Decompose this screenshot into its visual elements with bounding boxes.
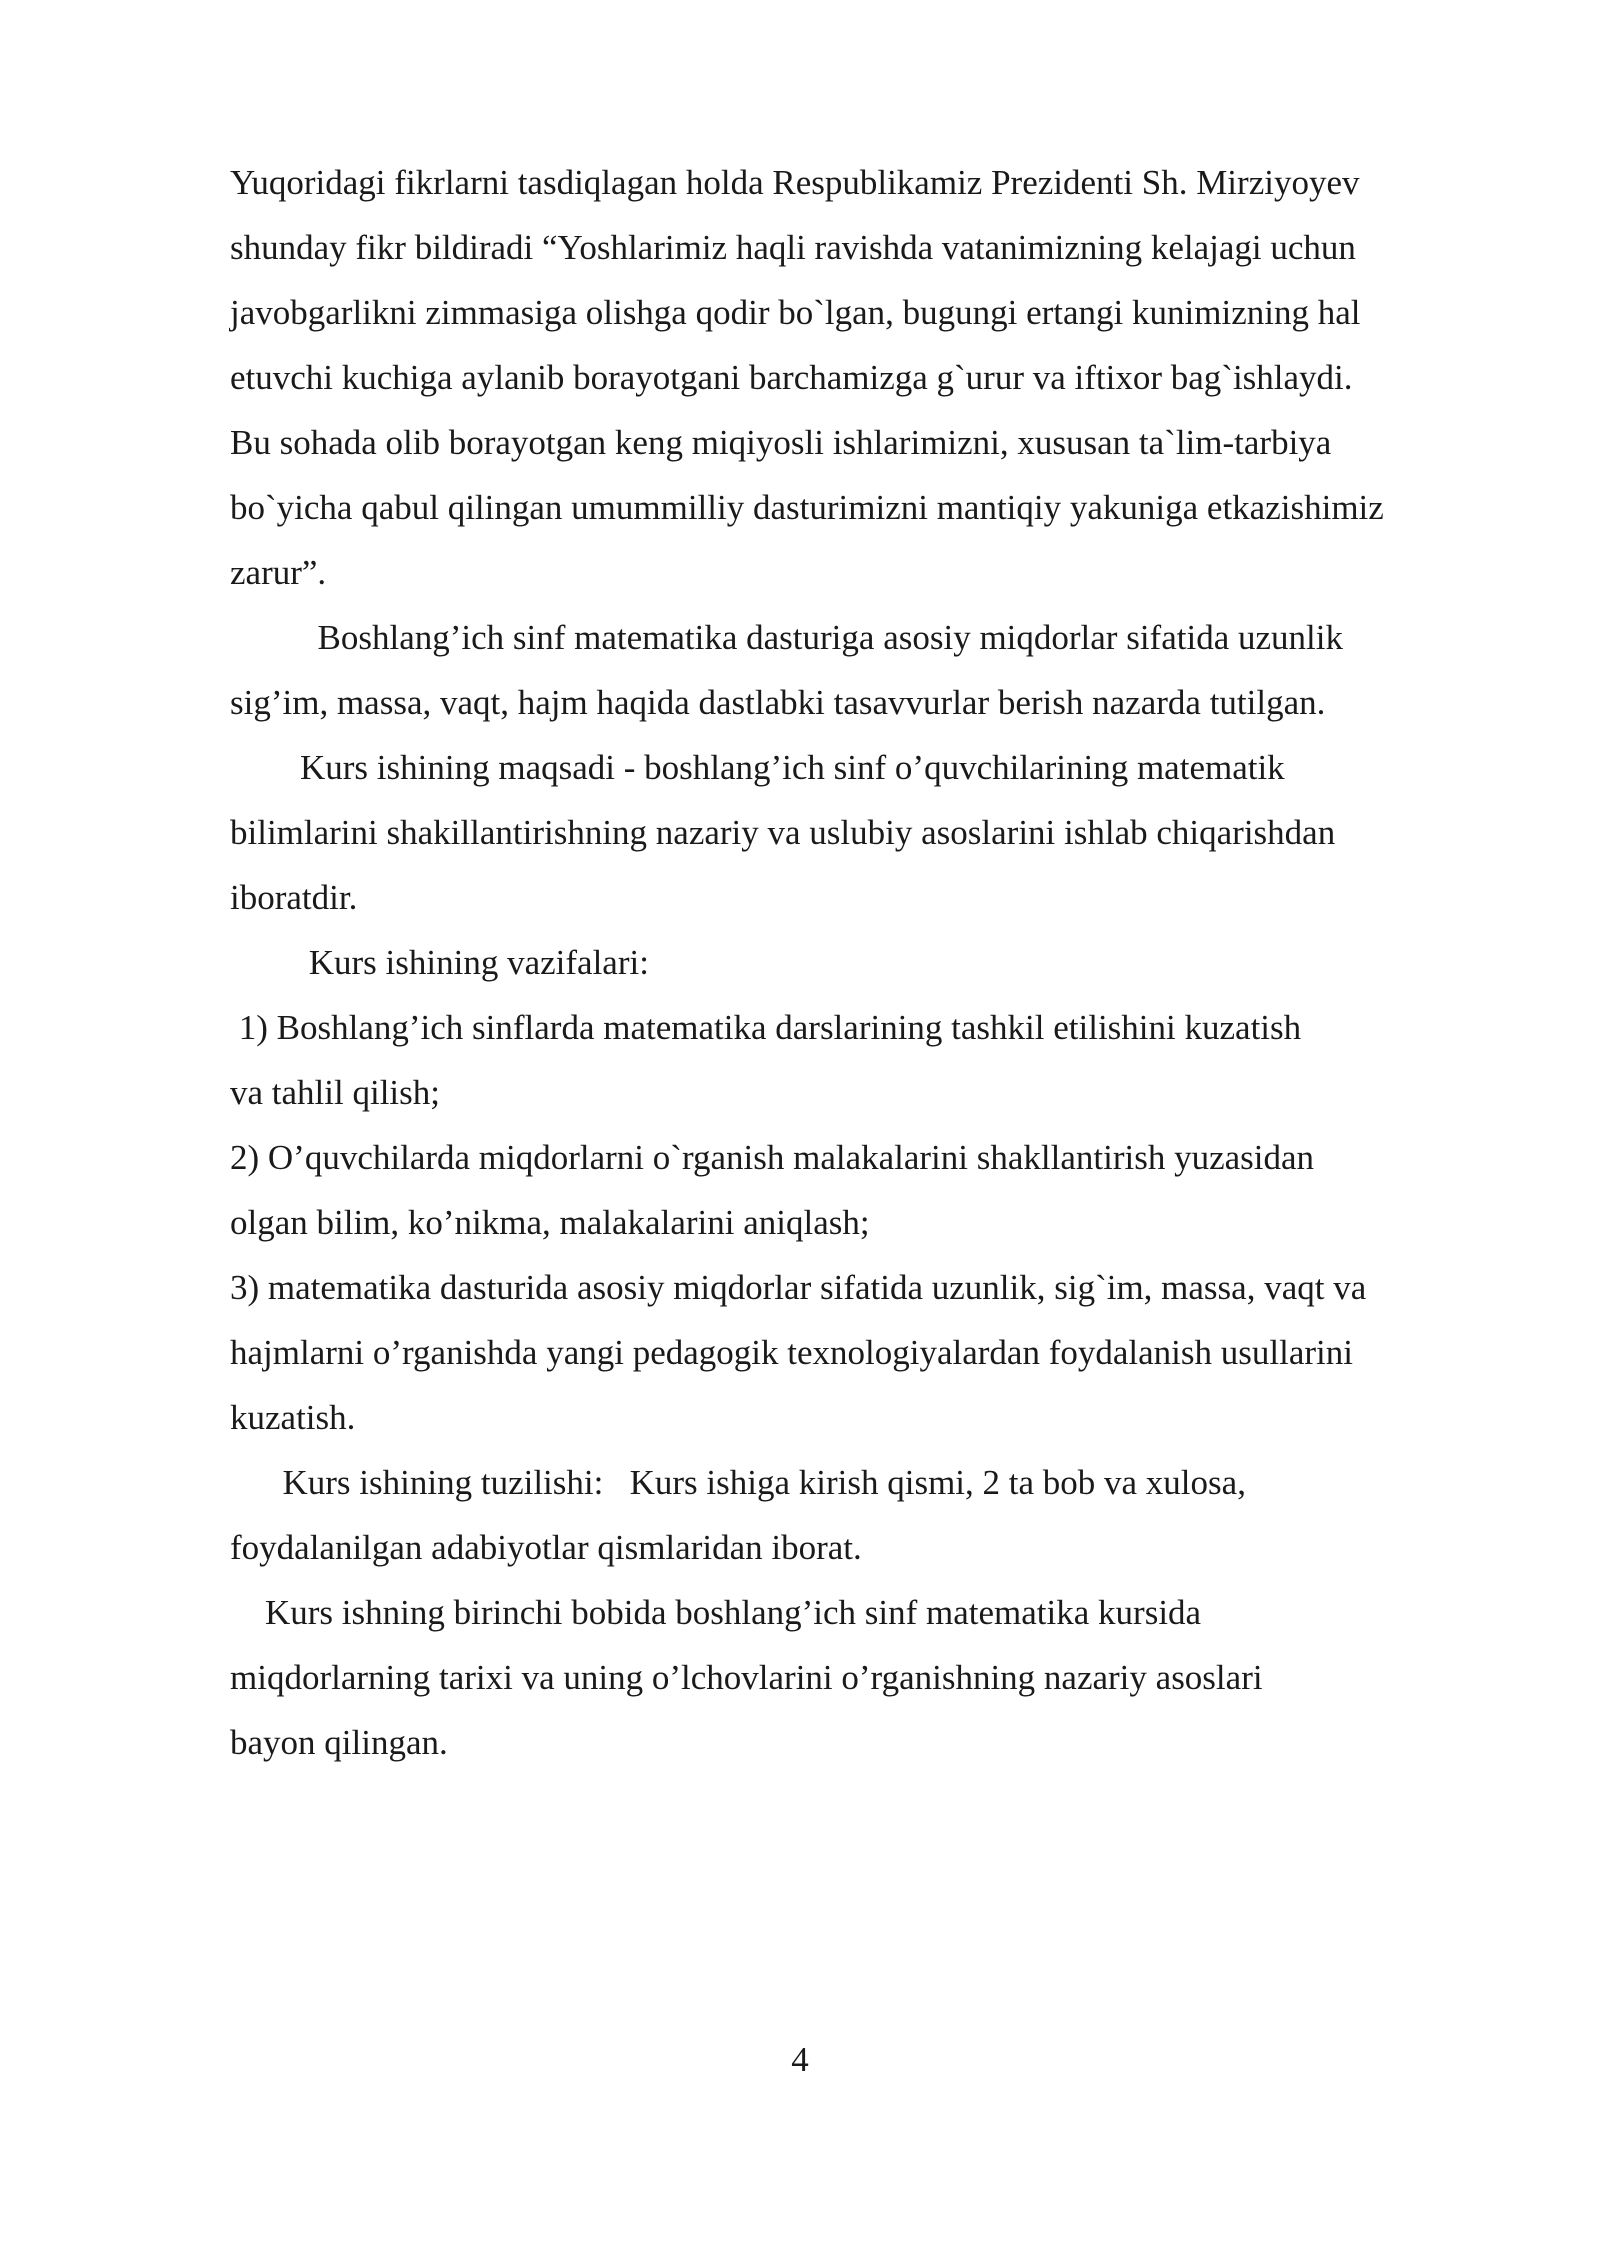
text-line: Kurs ishning birinchi bobida boshlang’ich sinf matematika kursida [230,1593,1202,1632]
text-line: bo`yicha qabul qilingan umummilliy dasturimizni mantiqiy yakuniga etkazishimiz [230,488,1384,527]
text-line: va tahlil qilish; [230,1073,440,1112]
text-line: etuvchi kuchiga aylanib borayotgani barchamizga g`urur va iftixor bag`ishlaydi. [230,358,1353,397]
text-line: Kurs ishining vazifalari: [230,943,649,982]
body-text [230,150,1520,1775]
page-number: 4 [791,2040,809,2079]
text-line: kuzatish. [230,1398,356,1437]
text-line: Bu sohada olib borayotgan keng miqiyosli ishlarimizni, xususan ta`lim-tarbiya [230,423,1332,462]
text-line: Yuqoridagi fikrlarni tasdiqlagan holda Respublikamiz Prezidenti Sh. Mirziyoyev [230,163,1360,202]
text-line: iboratdir. [230,878,358,917]
text-line: Kurs ishining maqsadi - boshlang’ich sinf o’quvchilarining matematik [230,748,1285,787]
text-line: miqdorlarning tarixi va uning o’lchovlarini o’rganishning nazariy asoslari [230,1658,1263,1697]
text-line: foydalanilgan adabiyotlar qismlaridan iborat. [230,1528,862,1567]
text-line: Kurs ishining tuzilishi: Kurs ishiga kirish qismi, 2 ta bob va xulosa, [230,1463,1246,1502]
text-line: Boshlang’ich sinf matematika dasturiga asosiy miqdorlar sifatida uzunlik [230,618,1343,657]
text-line: sig’im, massa, vaqt, hajm haqida dastlabki tasavvurlar berish nazarda tutilgan. [230,683,1326,722]
text-line: olgan bilim, ko’nikma, malakalarini aniqlash; [230,1203,870,1242]
text-line: 3) matematika dasturida asosiy miqdorlar sifatida uzunlik, sig`im, massa, vaqt va [230,1268,1367,1307]
text-line: 1) Boshlang’ich sinflarda matematika darslarining tashkil etilishini kuzatish [230,1008,1302,1047]
text-line: javobgarlikni zimmasiga olishga qodir bo`lgan, bugungi ertangi kunimizning hal [230,293,1361,332]
text-line: shunday fikr bildiradi “Yoshlarimiz haqli ravishda vatanimizning kelajagi uchun [230,228,1356,267]
text-line: hajmlarni o’rganishda yangi pedagogik texnologiyalardan foydalanish usullarini [230,1333,1353,1372]
text-line: zarur”. [230,553,327,592]
text-line: 2) O’quvchilarda miqdorlarni o`rganish malakalarini shakllantirish yuzasidan [230,1138,1315,1177]
text-line: bayon qilingan. [230,1723,448,1762]
text-line: bilimlarini shakillantirishning nazariy va uslubiy asoslarini ishlab chiqarishdan [230,813,1336,852]
